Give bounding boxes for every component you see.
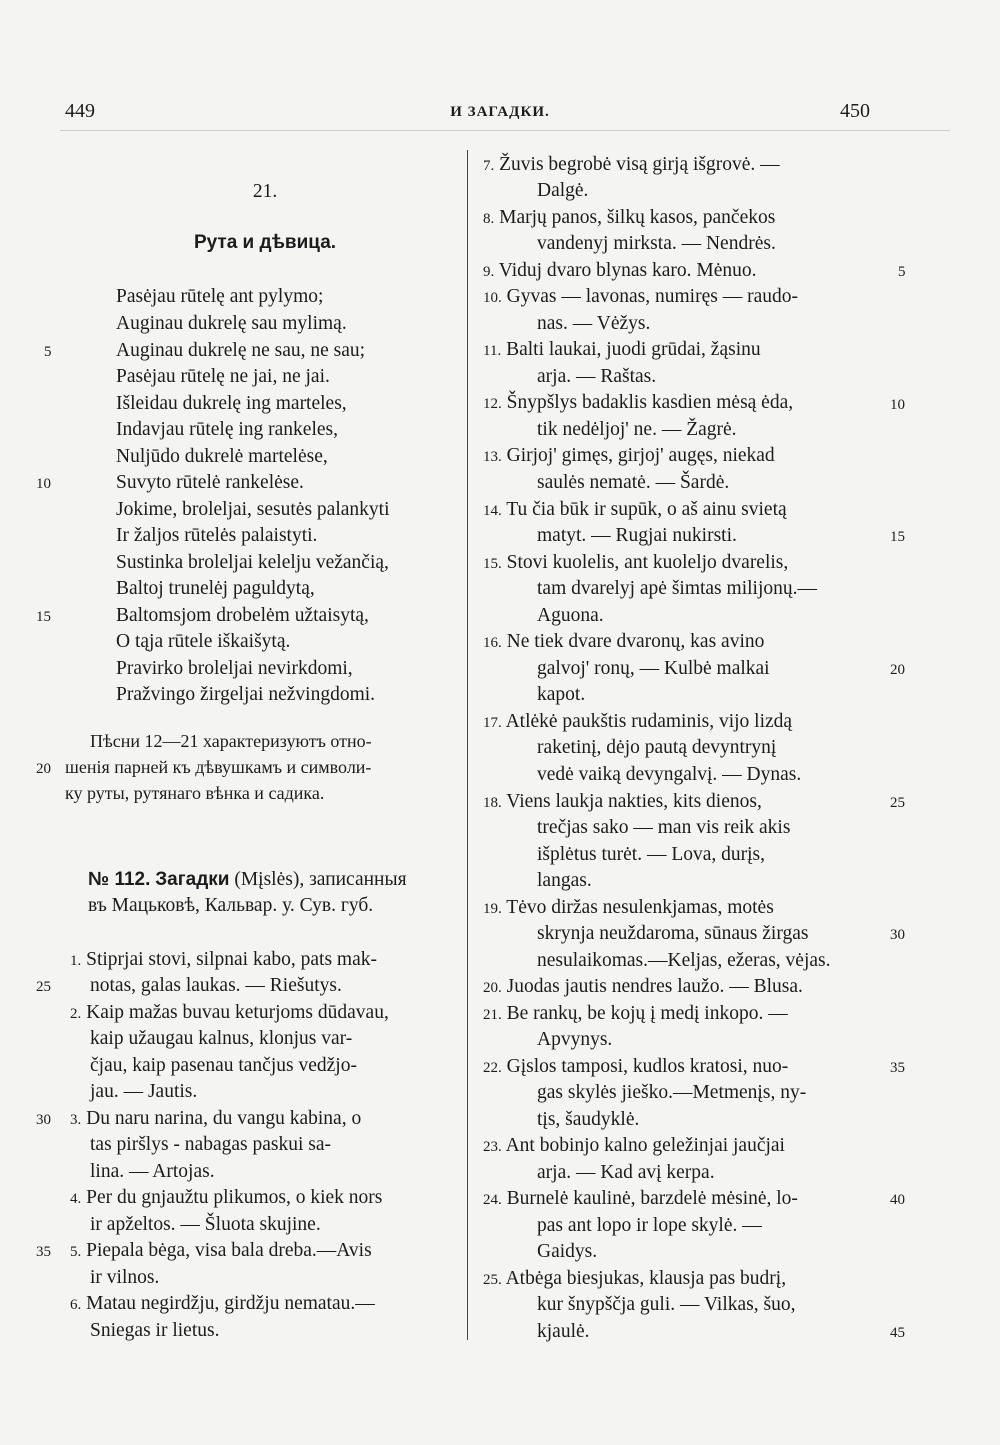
- verse-line: Sustinka broleljai kelelju vežančią,: [116, 552, 389, 573]
- riddle-item: 18. Viens laukja nakties, kits dienos,: [483, 791, 762, 812]
- riddle-line: matyt. — Rugjai nukirsti.: [537, 525, 737, 546]
- section-subtitle-2: въ Мацьковѣ, Кальвар. у. Сув. губ.: [88, 895, 374, 916]
- riddle-line: Aguona.: [537, 605, 604, 626]
- verse-line: Baltoj trunelėj paguldytą,: [116, 578, 315, 599]
- verse-line: Nuljūdo dukrelė martelėse,: [116, 446, 328, 467]
- riddle-item: 17. Atlėkė paukštis rudaminis, vijo lizdą: [483, 711, 793, 732]
- riddle-item: 6. Matau negirdžju, girdžju nematau.—: [70, 1293, 375, 1314]
- verse-line: Suvyto rūtelė rankelėse.: [116, 472, 304, 493]
- riddle-line: Sniegas ir lietus.: [90, 1320, 220, 1341]
- verse-line: Jokime, broleljai, sesutės palankyti: [116, 499, 390, 520]
- riddle-line: kaip užaugau kalnus, klonjus var-: [90, 1028, 353, 1049]
- riddle-line: galvoj' ronų, — Kulbė malkai: [537, 658, 770, 679]
- verse-line: Pravirko broleljai nevirkdomi,: [116, 658, 353, 679]
- riddle-line: arja. — Raštas.: [537, 366, 657, 387]
- riddle-item: 5. Piepala bėga, visa bala dreba.—Avis: [70, 1240, 372, 1261]
- riddle-line: nesulaikomas.—Keljas, ežeras, vėjas.: [537, 950, 831, 971]
- verse-line: Auginau dukrelę sau mylimą.: [116, 313, 347, 334]
- note-line: Пѣсни 12—21 характеризуютъ отно-: [90, 731, 372, 751]
- line-number: 5: [898, 264, 906, 280]
- riddle-item: 2. Kaip mažas buvau keturjoms dūdavau,: [70, 1002, 389, 1023]
- riddle-line: saulės nematė. — Šardė.: [537, 472, 730, 493]
- line-number: 15: [890, 529, 905, 545]
- riddle-line: tįs, šaudyklė.: [537, 1109, 640, 1130]
- line-number: 20: [890, 662, 905, 678]
- header-rule: [60, 130, 950, 131]
- riddle-item: 16. Ne tiek dvare dvaronų, kas avino: [483, 631, 765, 652]
- riddle-line: tik nedėljoj' ne. — Žagrė.: [537, 419, 737, 440]
- riddle-line: išplėtus turėt. — Lova, durįs,: [537, 844, 766, 865]
- riddle-item: 12. Šnypšlys badaklis kasdien mėsą ėda,: [483, 392, 794, 413]
- section-title: Загадки: [155, 869, 230, 890]
- riddle-item: 1. Stiprjai stovi, silpnai kabo, pats mak-: [70, 949, 377, 970]
- line-number: 10: [890, 397, 905, 413]
- riddle-line: vedė vaiką devyngalvį. — Dynas.: [537, 764, 802, 785]
- section-subtitle: (Mįslės), записанныя: [229, 869, 407, 890]
- riddle-line: čjau, kaip pasenau tančjus vedžjo-: [90, 1055, 357, 1076]
- riddle-line: tas piršlys - nabagas paskui sa-: [90, 1134, 331, 1155]
- verse-line: Pasėjau rūtelę ne jai, ne jai.: [116, 366, 330, 387]
- line-number: 25: [36, 979, 51, 995]
- line-number: 10: [36, 476, 51, 492]
- riddle-item: 15. Stovi kuolelis, ant kuoleljo dvarelis,: [483, 552, 789, 573]
- section-number: № 112.: [88, 869, 151, 890]
- riddle-line: skrynja neuždaroma, sūnaus žirgas: [537, 923, 809, 944]
- note-line: шенія парней къ дѣвушкамъ и символи-: [65, 757, 372, 777]
- running-title: И ЗАГАДКИ.: [450, 104, 550, 120]
- riddle-line: langas.: [537, 870, 592, 891]
- line-number: 5: [44, 344, 52, 360]
- line-number: 35: [890, 1060, 905, 1076]
- riddle-item: 11. Balti laukai, juodi grūdai, žąsinu: [483, 339, 761, 360]
- note-line: ку руты, рутянаго вѣнка и садика.: [65, 783, 325, 803]
- column-divider: [467, 150, 468, 1340]
- riddle-item: 9. Viduj dvaro blynas karo. Mėnuo.: [483, 260, 757, 281]
- riddle-line: Dalgė.: [537, 180, 589, 201]
- song-number: 21.: [252, 181, 278, 202]
- page-number-left: 449: [65, 100, 95, 122]
- riddle-line: tam dvarelyj apė šimtas milijonų.—: [537, 578, 817, 599]
- line-number: 40: [890, 1192, 905, 1208]
- verse-line: Auginau dukrelę ne sau, ne sau;: [116, 340, 366, 361]
- riddle-item: 22. Gįslos tamposi, kudlos kratosi, nuo-: [483, 1056, 789, 1077]
- riddle-item: 23. Ant bobinjo kalno geležinjai jaučjai: [483, 1135, 785, 1156]
- riddle-line: ir apželtos. — Šluota skujine.: [90, 1214, 321, 1235]
- verse-line: O tąja rūtele iškaišytą.: [116, 631, 291, 652]
- riddle-item: 21. Be rankų, be kojų į medį inkopo. —: [483, 1003, 788, 1024]
- line-number: 15: [36, 609, 51, 625]
- riddle-item: 8. Marjų panos, šilkų kasos, pančekos: [483, 207, 776, 228]
- line-number: 35: [36, 1244, 51, 1260]
- riddle-line: vandenyj mirksta. — Nendrės.: [537, 233, 776, 254]
- riddle-line: gas skylės jieško.—Metmenįs, ny-: [537, 1082, 807, 1103]
- riddle-line: kapot.: [537, 684, 586, 705]
- riddle-line: pas ant lopo ir lope skylė. —: [537, 1215, 762, 1236]
- riddle-line: ir vilnos.: [90, 1267, 160, 1288]
- riddle-line: Gaidys.: [537, 1241, 598, 1262]
- verse-line: Pražvingo žirgeljai nežvingdomi.: [116, 684, 376, 705]
- riddle-item: 4. Per du gnjaužtu plikumos, o kiek nors: [70, 1187, 383, 1208]
- riddle-item: 25. Atbėga biesjukas, klausja pas budrį,: [483, 1268, 787, 1289]
- riddle-item: 19. Tėvo diržas nesulenkjamas, motės: [483, 897, 774, 918]
- riddle-line: kur šnypščja guli. — Vilkas, šuo,: [537, 1294, 796, 1315]
- section-heading: [88, 870, 407, 890]
- riddle-line: Apvynys.: [537, 1029, 613, 1050]
- riddle-item: 13. Girjoj' gimęs, girjoj' augęs, niekad: [483, 445, 775, 466]
- verse-line: Pasėjau rūtelę ant pylymo;: [116, 286, 324, 307]
- verse-line: Indavjau rūtelę ing rankeles,: [116, 419, 338, 440]
- line-number: 30: [890, 927, 905, 943]
- riddle-item: 10. Gyvas — lavonas, numiręs — raudo-: [483, 286, 798, 307]
- riddle-item: 3. Du naru narina, du vangu kabina, o: [70, 1108, 362, 1129]
- verse-line: Išleidau dukrelę ing marteles,: [116, 393, 347, 414]
- riddle-line: notas, galas laukas. — Riešutys.: [90, 975, 342, 996]
- riddle-line: lina. — Artojas.: [90, 1161, 215, 1182]
- line-number: 25: [890, 795, 905, 811]
- riddle-line: arja. — Kad avį kerpa.: [537, 1162, 715, 1183]
- riddle-item: 20. Juodas jautis nendres laužo. — Blusa.: [483, 976, 803, 997]
- song-title: Рута и дѣвица.: [193, 232, 337, 253]
- riddle-line: raketinį, dėjo pautą devyntrynį: [537, 737, 777, 758]
- riddle-item: 7. Žuvis begrobė visą girją išgrovė. —: [483, 154, 780, 175]
- riddle-item: 24. Burnelė kaulinė, barzdelė mėsinė, lo-: [483, 1188, 798, 1209]
- riddle-item: 14. Tu čia būk ir supūk, o aš ainu svietą: [483, 499, 787, 520]
- verse-line: Ir žaljos rūtelės palaistyti.: [116, 525, 318, 546]
- line-number: 20: [36, 761, 51, 777]
- riddle-line: jau. — Jautis.: [90, 1081, 198, 1102]
- line-number: 30: [36, 1112, 51, 1128]
- riddle-line: nas. — Vėžys.: [537, 313, 651, 334]
- verse-line: Baltomsjom drobelėm užtaisytą,: [116, 605, 369, 626]
- line-number: 45: [890, 1325, 905, 1341]
- riddle-line: kjaulė.: [537, 1321, 590, 1342]
- riddle-line: trečjas sako — man vis reik akis: [537, 817, 791, 838]
- page-number-right: 450: [840, 100, 870, 122]
